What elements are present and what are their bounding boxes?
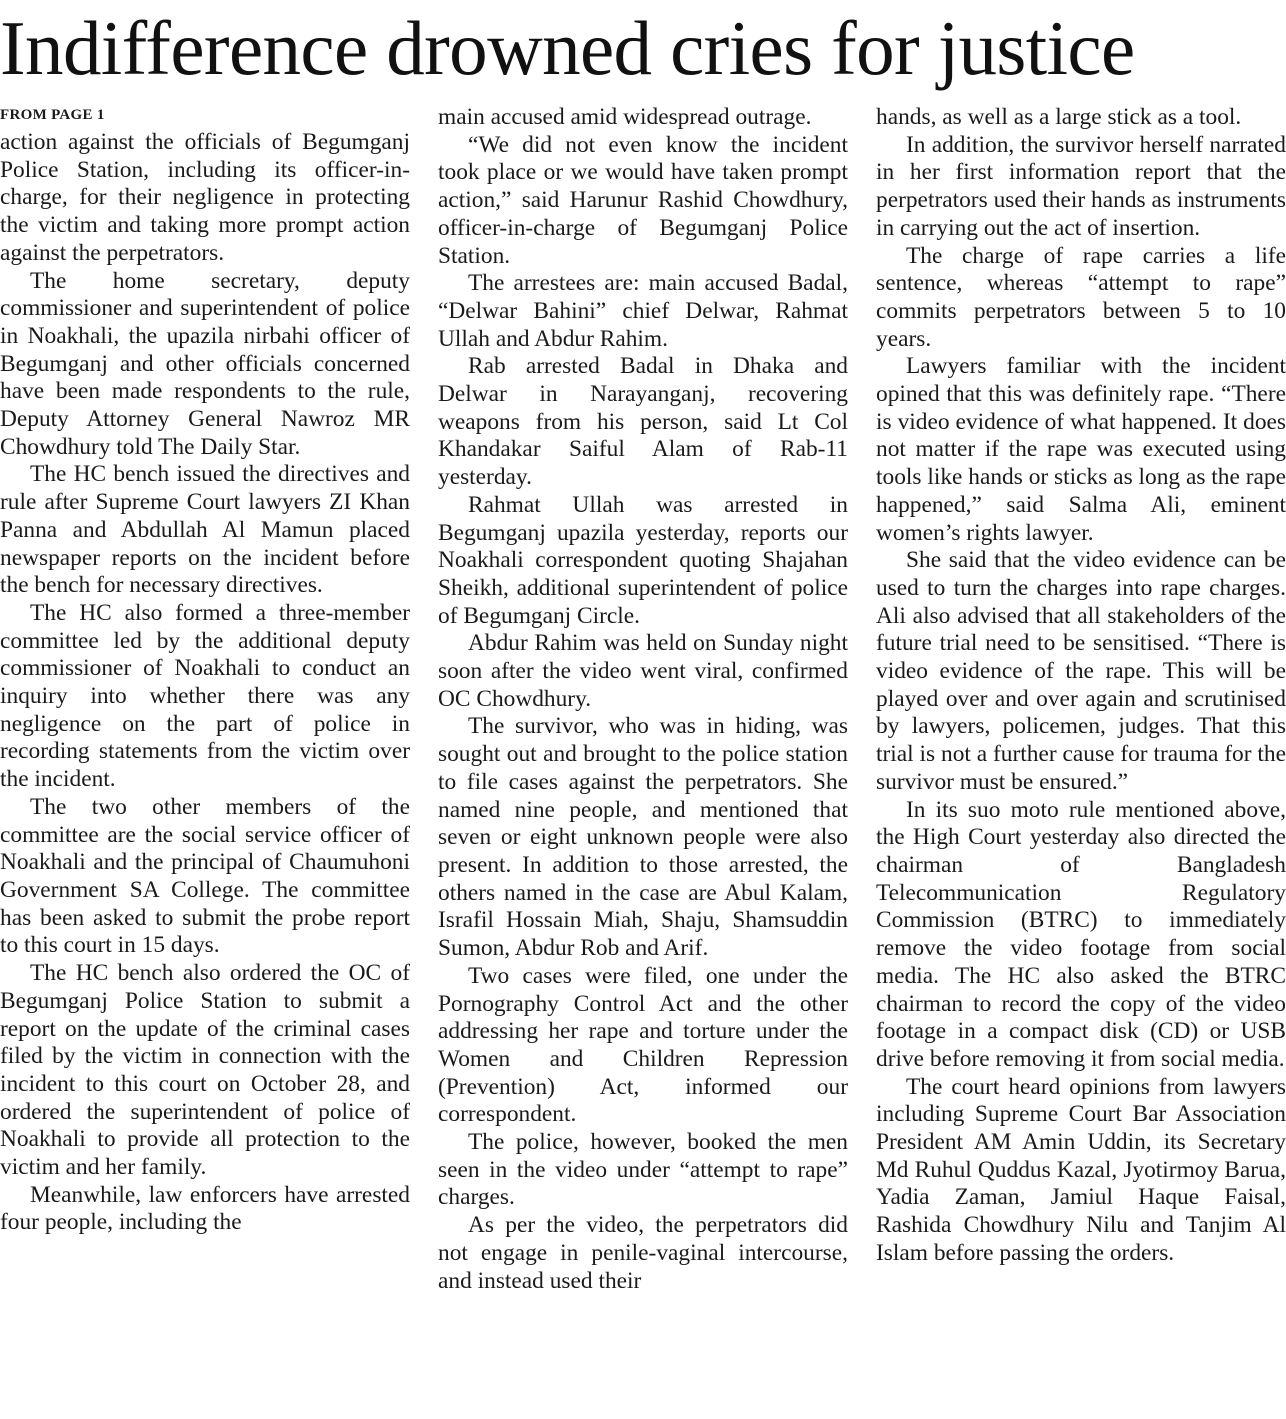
headline: Indifference drowned cries for justice xyxy=(0,5,1135,91)
article-paragraph: Rahmat Ullah was arrested in Begumganj upazila yesterday, reports our Noakhali correspondent quoting Shajahan Sheikh, additional superintendent of police of Begumganj Circle. xyxy=(438,491,848,629)
article-column-1 xyxy=(0,104,410,1416)
article-column-2 xyxy=(438,104,848,1416)
article-paragraph: In its suo moto rule mentioned above, the High Court yesterday also directed the chairman of Bangladesh Telecommunication Regulatory Commission (BTRC) to immediately remove the video footage from social media. The HC also asked the BTRC chairman to record the copy of the video footage in a compact disk (CD) or USB drive before removing it from social media. xyxy=(876,796,1286,1072)
article-paragraph: The police, however, booked the men seen in the video under “attempt to rape” charges. xyxy=(438,1129,848,1211)
article-paragraph: The HC also formed a three-member committee led by the additional deputy commissioner of Noakhali to conduct an inquiry into whether there was any negligence on the part of police in recording statements from the victim over the incident. xyxy=(0,599,410,793)
article-paragraph: Two cases were filed, one under the Pornography Control Act and the other addressing her rape and torture under the Women and Children Repression (Prevention) Act, informed our correspondent. xyxy=(438,962,848,1128)
article-paragraph: The home secretary, deputy commissioner and superintendent of police in Noakhali, the upazila nirbahi officer of Begumganj and other officials concerned have been made respondents to the rule, Deputy Attorney General Nawroz MR Chowdhury told The Daily Star. xyxy=(0,267,410,460)
article-paragraph: The charge of rape carries a life sentence, whereas “attempt to rape” commits perpetrators between 5 to 10 years. xyxy=(876,242,1286,352)
article-paragraph: The two other members of the committee are the social service officer of Noakhali and the principal of Chaumuhoni Government SA College. The committee has been asked to submit the probe report to this court in 15 days. xyxy=(0,793,410,959)
article-paragraph: In addition, the survivor herself narrated in her first information report that the perpetrators used their hands as instruments in carrying out the act of insertion. xyxy=(876,131,1286,241)
article-paragraph: Lawyers familiar with the incident opined that this was definitely rape. “There is video evidence of what happened. It does not matter if the rape was executed using tools like hands or sticks as long as the rape happened,” said Salma Ali, eminent women’s rights lawyer. xyxy=(876,353,1286,546)
article-paragraph: The HC bench issued the directives and rule after Supreme Court lawyers ZI Khan Panna and Abdullah Al Mamun placed newspaper reports on the incident before the bench for necessary directives. xyxy=(0,461,410,599)
article-paragraph: The survivor, who was in hiding, was sought out and brought to the police station to file cases against the perpetrators. She named nine people, and mentioned that seven or eight unknown people were also present. In addition to those arrested, the others named in the case are Abul Kalam, Israfil Hossain Miah, Shaju, Shamsuddin Sumon, Abdur Rob and Arif. xyxy=(438,713,848,962)
article-paragraph: As per the video, the perpetrators did not engage in penile-vaginal intercourse, and instead used their xyxy=(438,1212,848,1294)
article-paragraph: hands, as well as a large stick as a tool. xyxy=(876,104,1242,130)
article-paragraph: Rab arrested Badal in Dhaka and Delwar in Narayanganj, recovering weapons from his person, said Lt Col Khandakar Saiful Alam of Rab-11 yesterday. xyxy=(438,353,848,491)
from-page-kicker: FROM PAGE 1 xyxy=(0,107,105,123)
article-paragraph: The arrestees are: main accused Badal, “Delwar Bahini” chief Delwar, Rahmat Ullah and Abdur Rahim. xyxy=(438,270,848,352)
article-paragraph: main accused amid widespread outrage. xyxy=(438,104,812,130)
article-paragraph: The HC bench also ordered the OC of Begumganj Police Station to submit a report on the update of the criminal cases filed by the victim in connection with the incident to this court on October 28, and ordered the superintendent of police of Noakhali to provide all protection to the victim and her family. xyxy=(0,960,410,1181)
article-paragraph: action against the officials of Begumganj Police Station, including its officer-in-charge, for their negligence in protecting the victim and taking more prompt action against the perpetrators. xyxy=(0,129,410,266)
article-column-3 xyxy=(876,104,1286,1416)
article-paragraph: Abdur Rahim was held on Sunday night soon after the video went viral, confirmed OC Chowdhury. xyxy=(438,630,848,712)
article-paragraph: She said that the video evidence can be used to turn the charges into rape charges. Ali also advised that all stakeholders of the future trial need to be sensitised. “There is video evidence of the rape. This will be played over and over again and scrutinised by lawyers, policemen, judges. That this trial is not a further cause for trauma for the survivor must be ensured.” xyxy=(876,547,1286,795)
article-paragraph: The court heard opinions from lawyers including Supreme Court Bar Association President AM Amin Uddin, its Secretary Md Ruhul Quddus Kazal, Jyotirmoy Barua, Yadia Zaman, Jamiul Haque Faisal, Rashida Chowdhury Nilu and Tanjim Al Islam before passing the orders. xyxy=(876,1073,1286,1266)
article-paragraph: Meanwhile, law enforcers have arrested four people, including the xyxy=(0,1181,410,1236)
article-paragraph: “We did not even know the incident took place or we would have taken prompt action,” said Harunur Rashid Chowdhury, officer-in-charge of Begumganj Police Station. xyxy=(438,131,848,269)
